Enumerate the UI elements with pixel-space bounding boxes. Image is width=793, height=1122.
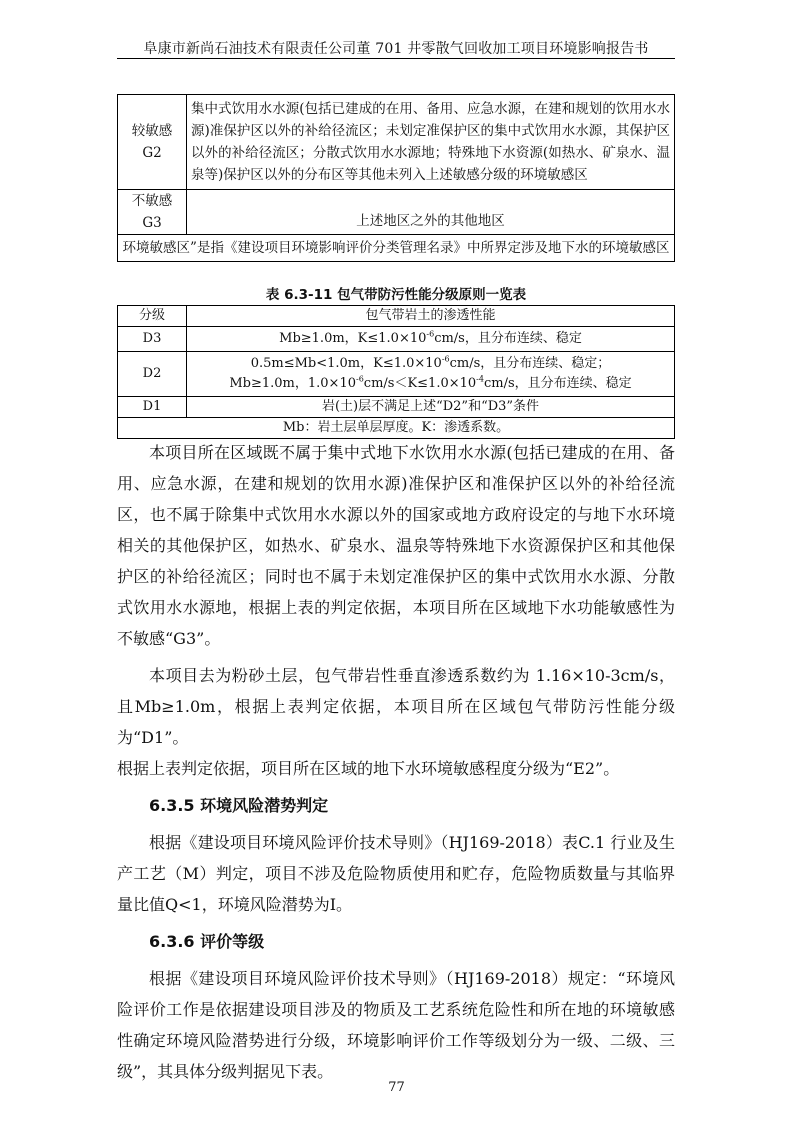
exponent: -6: [441, 354, 450, 364]
grade-code: G3: [142, 215, 162, 231]
table-title: 表 6.3-11 包气带防污性能分级原则一览表: [265, 287, 527, 303]
criteria-text: Mb≥1.0m，1.0×10: [229, 376, 356, 391]
column-header: 包气带岩土的渗透性能: [187, 306, 675, 327]
table-header-row: [118, 306, 675, 327]
table-note: 环境敏感区”是指《建设项目环境影响评价分类管理名录》中所界定涉及地下水的环境敏感区: [118, 235, 675, 262]
header-rule: [117, 58, 675, 59]
exponent: -4: [476, 374, 484, 384]
criteria-text: cm/s，且分布连续、稳定: [483, 376, 632, 391]
page-header: 阜康市新尚石油技术有限责任公司董 701 井零散气回收加工项目环境影响报告书: [143, 41, 649, 57]
table-row: [118, 235, 675, 262]
vadose-zone-table: [117, 305, 675, 439]
table-row: [118, 418, 675, 439]
paragraph: 根据上表判定依据，项目所在区域的地下水环境敏感程度分级为“E2”。: [117, 759, 620, 778]
description-cell: 集中式饮用水水源(包括已建成的在用、备用、应急水源，在建和规划的饮用水水源)准保护区以外的补给径流区；未划定准保护区的集中式饮用水水源，其保护区以外的补给径流区；分散式饮用水水源地；特殊地下水资源(如热水、矿泉水、温泉等)保护区以外的分布区等其他未列入上述敏感分级的环境敏感区: [187, 95, 675, 190]
criteria-text: Mb≥1.0m，K≤1.0×10: [279, 331, 427, 346]
paragraph: 本项目去为粉砂土层，包气带岩性垂直渗透系数约为 1.16×10-3cm/s，且Mb≥1.0m，根据上表判定依据，本项目所在区域包气带防污性能分级为“D1”。: [117, 666, 675, 747]
grade-label: 较敏感: [131, 123, 173, 139]
criteria-cell: [187, 327, 675, 352]
grade-cell: [118, 190, 187, 235]
grade-code: G2: [142, 145, 162, 161]
grade-label: 不敏感: [131, 193, 173, 209]
exponent: -6: [426, 329, 435, 339]
criteria-text: cm/s，且分布连续、稳定；: [449, 356, 611, 371]
body-text: [117, 437, 675, 1087]
table-row: [118, 352, 675, 397]
paragraph: 本项目所在区域既不属于集中式地下水饮用水水源(包括已建成的在用、备用、应急水源，在建和规划的饮用水源)准保护区和准保护区以外的补给径流区，也不属于除集中式饮用水水源以外的国家或地方政府设定的与地下水环境相关的其他保护区，如热水、矿泉水、温泉等特殊地下水资源保护区和其他保护区的补给径流区；同时也不属于未划定准保护区的集中式饮用水水源、分散式饮用水水源地，根据上表的判定依据，本项目所在区域地下水功能敏感性为不敏感“G3”。: [117, 443, 675, 648]
section-heading: 6.3.6 评价等级: [149, 932, 265, 951]
description-cell: 上述地区之外的其他地区: [187, 190, 675, 235]
paragraph: 根据《建设项目环境风险评价技术导则》（HJ169-2018）规定：“环境风险评价工作是依据建设项目涉及的物质及工艺系统危险性和所在地的环境敏感性确定环境风险潜势进行分级，环境影响评价工作等级划分为一级、二级、三级”，其具体分级判据见下表。: [117, 969, 675, 1081]
table-row: [118, 190, 675, 235]
criteria-cell: 岩(土)层不满足上述“D2”和“D3”条件: [187, 397, 675, 418]
grade-cell: [118, 95, 187, 190]
page-number: 77: [388, 1080, 405, 1095]
grade-cell: D1: [118, 397, 187, 418]
paragraph: 根据《建设项目环境风险评价技术导则》（HJ169-2018）表C.1 行业及生产工艺（M）判定，项目不涉及危险物质使用和贮存，危险物质数量与其临界量比值Q<1，环境风险潜势为I。: [117, 833, 675, 914]
table-row: [118, 95, 675, 190]
grade-cell: D2: [118, 352, 187, 397]
table-row: [118, 327, 675, 352]
criteria-text: 0.5m≤Mb<1.0m，K≤1.0×10: [250, 356, 442, 371]
table-row: [118, 397, 675, 418]
section-heading: 6.3.5 环境风险潜势判定: [149, 796, 329, 815]
exponent: -6: [356, 374, 364, 384]
sensitivity-table: [117, 94, 675, 262]
criteria-text: cm/s＜K≤1.0×10: [363, 376, 477, 391]
table-note: Mb：岩土层单层厚度。K：渗透系数。: [118, 418, 675, 439]
criteria-cell: [187, 352, 675, 397]
grade-cell: D3: [118, 327, 187, 352]
column-header: 分级: [118, 306, 187, 327]
criteria-text: cm/s，且分布连续、稳定: [434, 331, 582, 346]
